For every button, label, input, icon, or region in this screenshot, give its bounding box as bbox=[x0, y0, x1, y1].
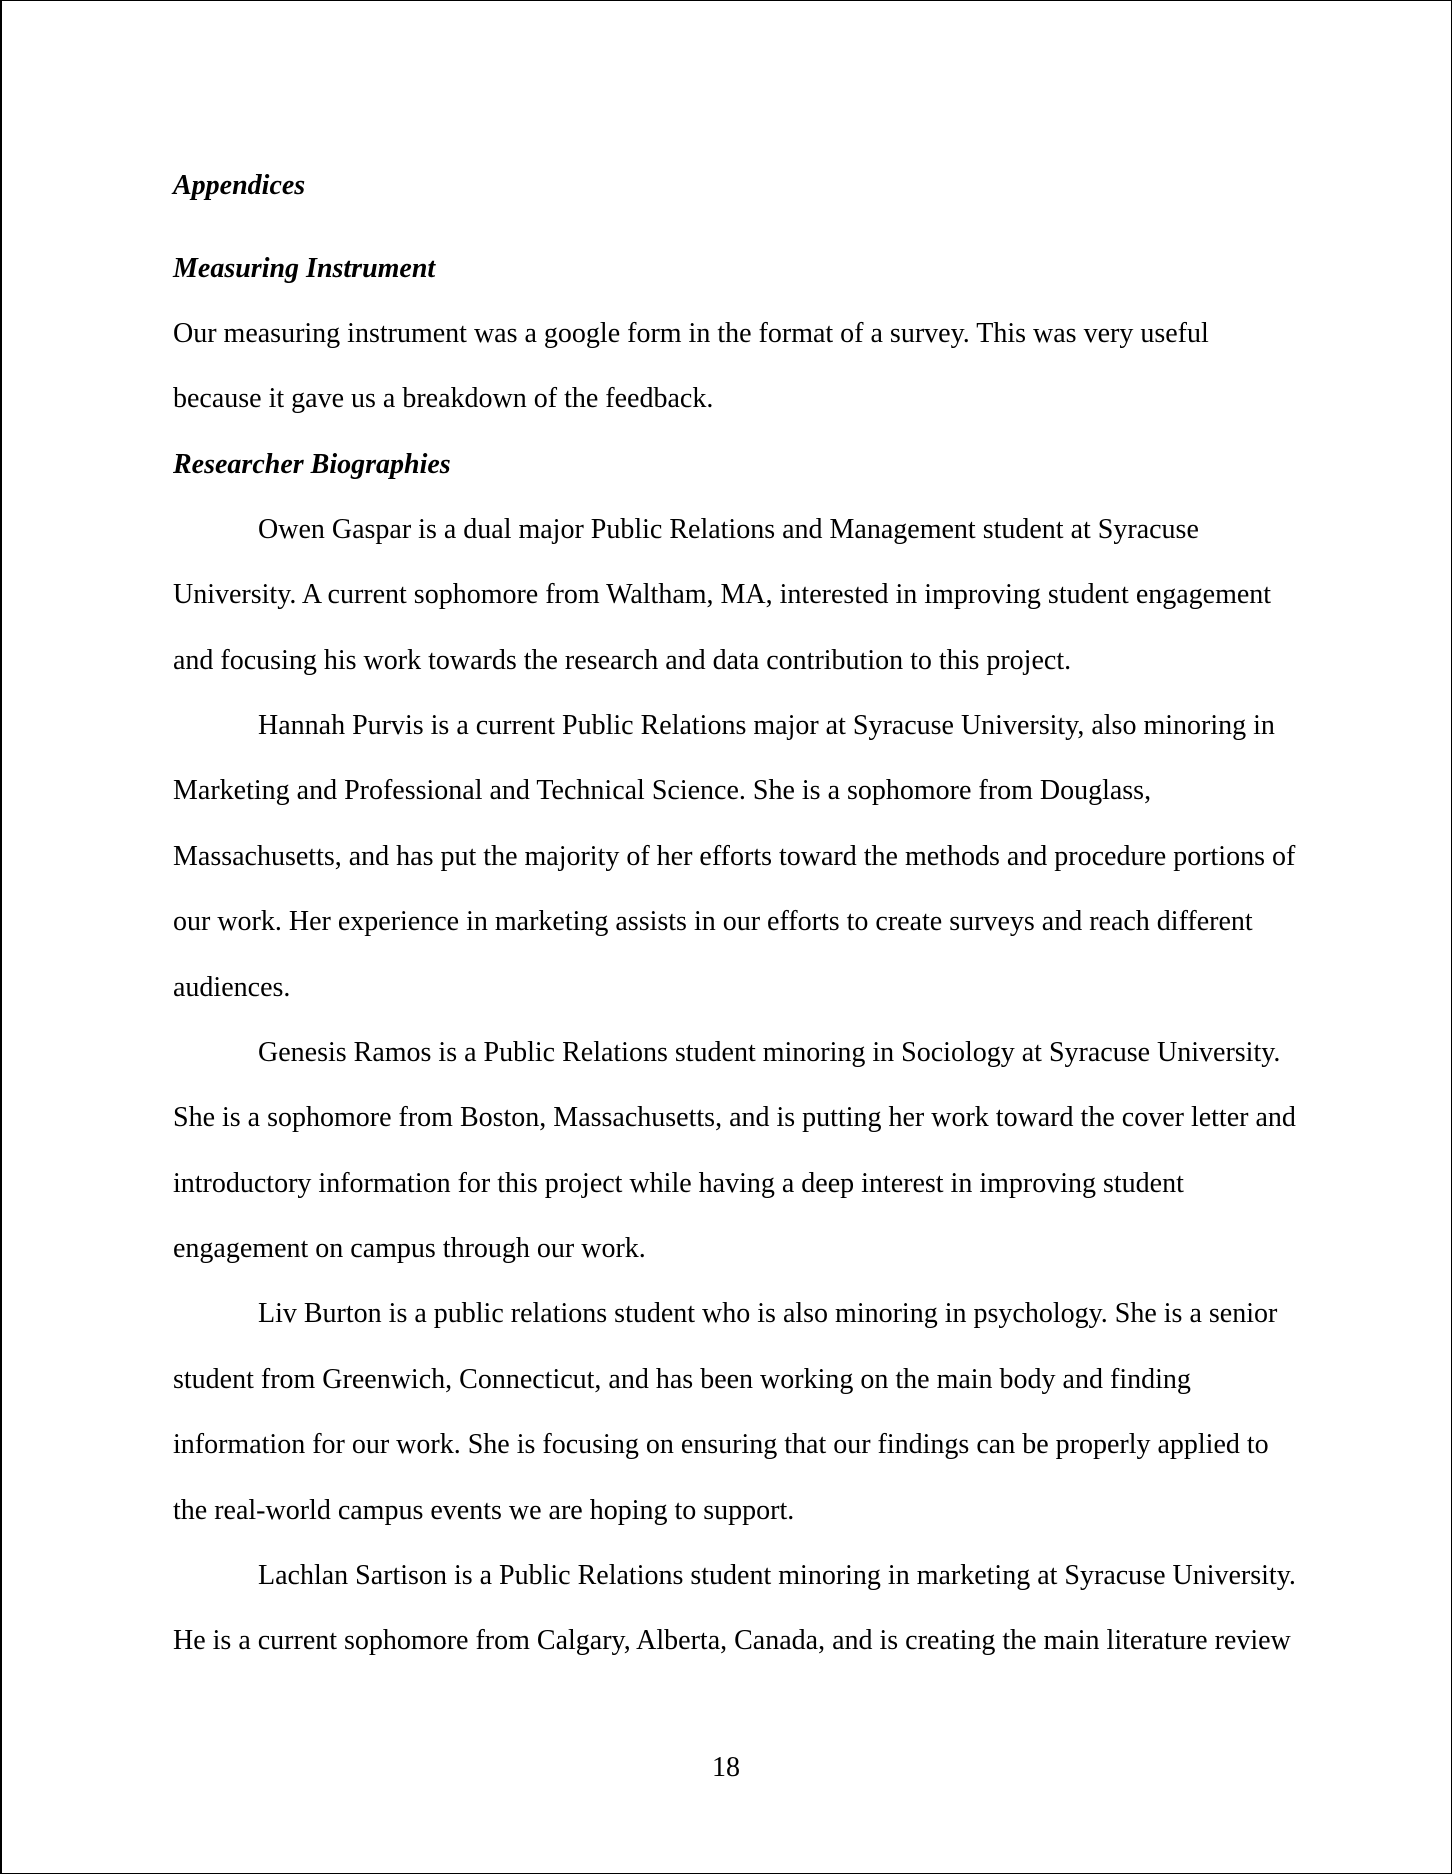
text-line: Genesis Ramos is a Public Relations student minoring in Sociology at Syracuse University. bbox=[258, 1036, 1281, 1068]
text-line: Owen Gaspar is a dual major Public Relations and Management student at Syracuse bbox=[258, 513, 1199, 545]
bio-hannah-paragraph bbox=[173, 693, 1313, 1020]
text-line: information for our work. She is focusing on ensuring that our findings can be properly applied to bbox=[173, 1429, 1269, 1461]
text-line: Lachlan Sartison is a Public Relations student minoring in marketing at Syracuse University. bbox=[258, 1560, 1296, 1592]
text-line: engagement on campus through our work. bbox=[173, 1233, 646, 1265]
text-line: our work. Her experience in marketing assists in our efforts to create surveys and reach different bbox=[173, 906, 1253, 938]
page-number: 18 bbox=[712, 1752, 740, 1783]
text-line: student from Greenwich, Connecticut, and has been working on the main body and finding bbox=[173, 1363, 1191, 1395]
bio-lachlan-paragraph bbox=[173, 1543, 1313, 1674]
text-line: the real-world campus events we are hoping to support. bbox=[173, 1494, 795, 1526]
heading-appendices: Appendices bbox=[173, 170, 306, 201]
text-line: He is a current sophomore from Calgary, Alberta, Canada, and is creating the main literature review bbox=[173, 1625, 1291, 1657]
text-line: Our measuring instrument was a google form in the format of a survey. This was very useful bbox=[173, 318, 1209, 349]
bio-owen-paragraph bbox=[173, 497, 1313, 693]
text-line: Massachusetts, and has put the majority of her efforts toward the methods and procedure portions of bbox=[173, 840, 1296, 872]
text-line: Liv Burton is a public relations student who is also minoring in psychology. She is a senior bbox=[258, 1298, 1278, 1330]
text-line: because it gave us a breakdown of the feedback. bbox=[173, 383, 714, 415]
text-line: Marketing and Professional and Technical Science. She is a sophomore from Douglass, bbox=[173, 775, 1152, 807]
heading-measuring-instrument: Measuring Instrument bbox=[173, 253, 436, 284]
measuring-instrument-paragraph bbox=[173, 301, 1313, 432]
page-left-border bbox=[0, 0, 2, 1874]
bio-genesis-paragraph bbox=[173, 1020, 1313, 1282]
bio-liv-paragraph bbox=[173, 1281, 1313, 1543]
text-line: introductory information for this project while having a deep interest in improving student bbox=[173, 1167, 1184, 1199]
text-line: She is a sophomore from Boston, Massachusetts, and is putting her work toward the cover letter and bbox=[173, 1102, 1296, 1134]
text-line: University. A current sophomore from Waltham, MA, interested in improving student engagement bbox=[173, 579, 1272, 611]
page-content bbox=[173, 156, 1313, 1674]
text-line: Hannah Purvis is a current Public Relations major at Syracuse University, also minoring in bbox=[258, 709, 1275, 741]
text-line: and focusing his work towards the research and data contribution to this project. bbox=[173, 644, 1072, 676]
heading-researcher-biographies: Researcher Biographies bbox=[173, 448, 451, 480]
text-line: audiences. bbox=[173, 971, 291, 1003]
